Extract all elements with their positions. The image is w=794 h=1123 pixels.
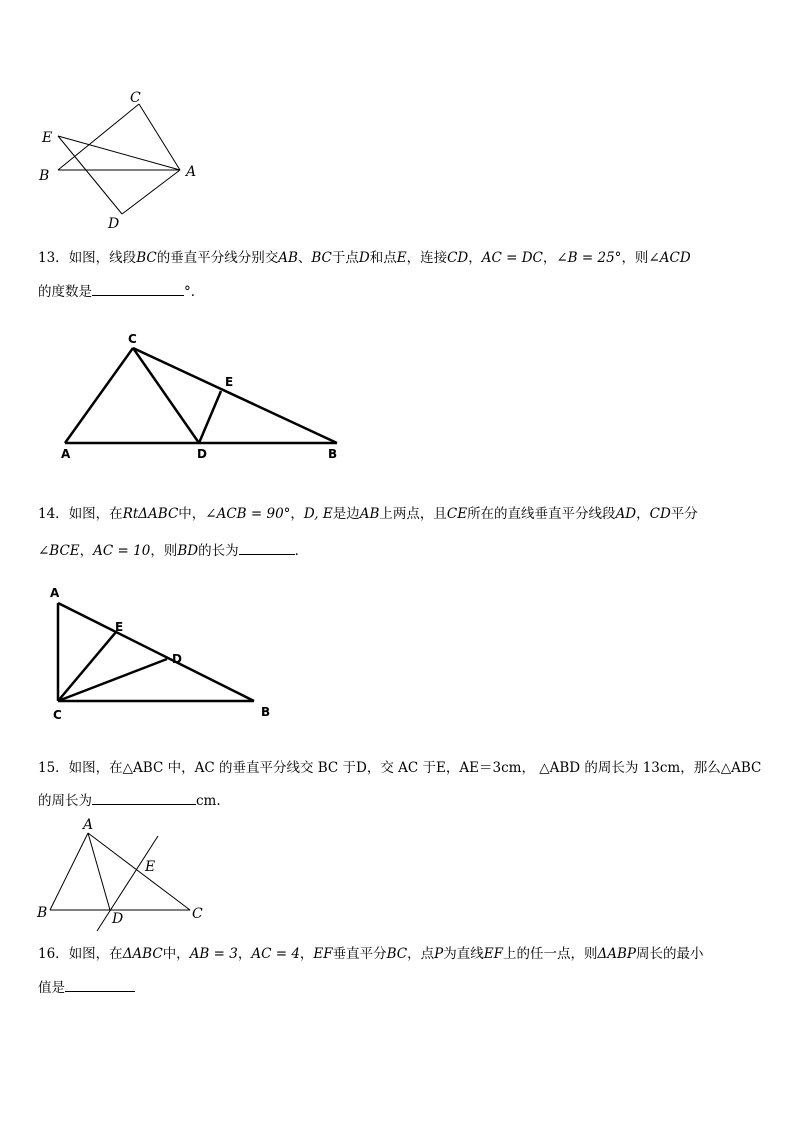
math: ΔABC [122,946,163,962]
label-C: C [130,90,141,106]
math: P [434,946,444,962]
text: cm. [196,793,221,809]
text: ， [636,506,650,522]
figure-q13 [0,320,360,470]
text: 垂直平分 [332,946,387,962]
math: ∠ACB = 90° [205,506,291,522]
text: ，则 [150,543,178,559]
answer-blank-16[interactable] [65,977,135,992]
figure-q13-svg [0,320,360,470]
text: ． [294,543,309,559]
line-DA [122,170,180,214]
text: 如图，线段 [68,250,137,266]
math: CE [446,506,468,522]
label-B: B [261,705,271,719]
math: E [396,250,407,266]
text: ， [542,250,557,266]
line-BC [58,104,139,170]
line-CB [133,348,337,443]
text: 的度数是 [38,284,92,300]
answer-blank-14[interactable] [239,540,295,555]
label-D: D [112,911,124,927]
line-perpendicular-bisector [97,836,158,931]
math: ΔABP [597,946,636,962]
math: AB [278,250,298,266]
line-AD [88,833,110,910]
figure-q14 [0,580,300,730]
math: D [358,250,370,266]
text: °． [184,284,205,300]
math: BD [177,543,199,559]
line-AC [65,348,133,443]
label-A: A [83,817,94,833]
question-number: 14． [38,506,69,522]
math: BC [386,946,408,962]
text: 是边 [332,506,360,522]
question-number: 13． [38,250,69,266]
math: D, E [303,506,333,522]
label-A: A [186,164,197,180]
question-13-line1 [38,248,691,268]
text: 如图，在 [68,506,123,522]
text: ，点 [407,946,435,962]
question-15-line2 [38,790,221,811]
math: ∠BCE [38,543,80,559]
answer-blank-15[interactable] [92,790,196,805]
line-AB [50,833,88,910]
label-E: E [225,375,234,389]
text: 的周长为 [38,793,92,809]
text: 平分 [670,506,698,522]
text: 和点 [369,250,397,266]
text: ，则 [621,250,649,266]
label-E: E [115,620,124,634]
label-D: D [108,216,120,232]
question-14-line2 [38,540,308,561]
text: 为直线 [443,946,484,962]
figure-q15 [0,810,240,935]
line-AB [58,603,254,701]
math: EF [483,946,503,962]
text: ，连接 [406,250,448,266]
figure-q12-svg [0,0,260,240]
figure-q15-svg [0,810,240,935]
text: 15．如图，在△ABC 中，AC 的垂直平分线交 BC 于D，交 AC 于E，AE＝3cm， △ABD 的周长为 13cm，那么△ABC [38,760,762,776]
question-14-line1 [38,504,698,524]
label-C: C [53,708,62,722]
label-E: E [145,859,156,875]
label-C: C [192,906,203,922]
line-AC [88,833,190,910]
text: ， [237,946,252,962]
math: AD [615,506,637,522]
text: ， [468,250,482,266]
label-B: B [328,447,338,461]
math: CD [447,250,469,266]
math: AC = 10 [93,543,151,559]
math: AB [359,506,380,522]
question-16-line2 [38,977,135,998]
text: 中， [178,506,206,522]
text: 值是 [38,980,65,996]
math: AC = 4 [251,946,300,962]
text: 的垂直平分线分别交 [156,250,279,266]
figure-q12 [0,0,260,240]
text: 的长为 [198,543,239,559]
label-C: C [128,332,137,346]
line-ED [58,136,122,214]
math: ∠ACD [648,250,691,266]
math: EF [313,946,333,962]
math: BC [311,250,332,266]
text: ， [79,543,94,559]
label-B: B [37,905,48,921]
text: 于点 [331,250,359,266]
text: 、 [297,250,312,266]
question-15-line1 [38,758,761,778]
figure-q14-svg [0,580,300,730]
math: ∠B = 25° [556,250,622,266]
math: CD [649,506,671,522]
math: AB = 3 [189,946,238,962]
text: 如图，在 [68,946,123,962]
label-D: D [172,652,182,666]
line-DE [199,391,221,443]
question-13-line2 [38,281,204,302]
text: 周长的最小 [636,946,704,962]
math: BC [136,250,157,266]
question-16-line1 [38,944,704,964]
label-D: D [197,447,207,461]
text: 中， [162,946,190,962]
label-E: E [42,130,53,146]
math: AC = DC [481,250,543,266]
text: 上的任一点，则 [502,946,598,962]
answer-blank-13[interactable] [92,281,184,296]
text: ， [290,506,304,522]
label-A: A [61,447,71,461]
question-number: 16． [38,946,69,962]
text: 所在的直线垂直平分线段 [467,506,616,522]
text: 上两点，且 [379,506,447,522]
math: RtΔABC [122,506,179,522]
label-A: A [50,586,60,600]
text: ， [299,946,314,962]
label-B: B [39,168,50,184]
